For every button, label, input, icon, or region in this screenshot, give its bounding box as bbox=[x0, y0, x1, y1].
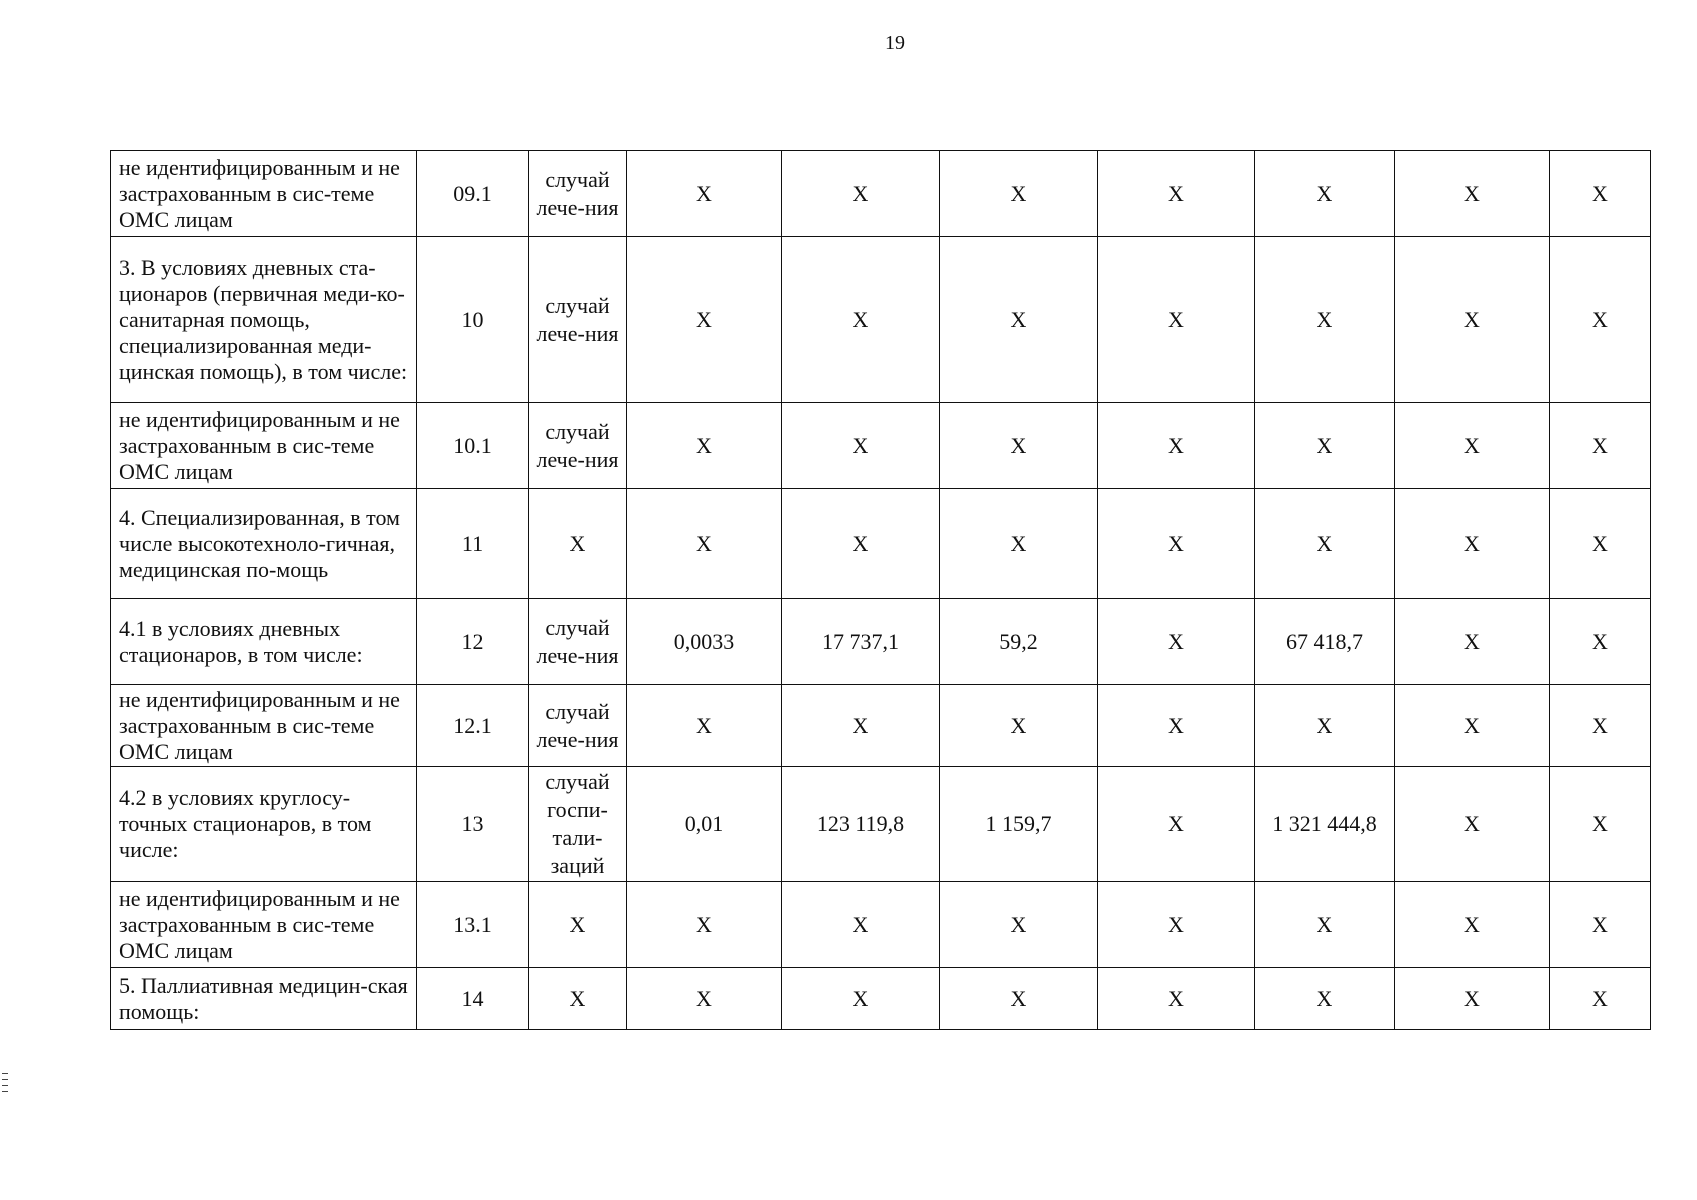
row-value-cell: Х bbox=[1255, 403, 1395, 489]
row-value-cell: Х bbox=[940, 685, 1098, 767]
row-value-cell: Х bbox=[1395, 237, 1550, 403]
row-value-cell: Х bbox=[627, 685, 782, 767]
row-value-cell: Х bbox=[1395, 968, 1550, 1030]
row-value-cell: Х bbox=[782, 489, 940, 599]
row-value-cell: Х bbox=[1550, 767, 1651, 882]
row-name-cell: не идентифицированным и не застрахованным в сис-теме ОМС лицам bbox=[111, 685, 417, 767]
row-code-cell: 12.1 bbox=[417, 685, 529, 767]
row-value-cell: Х bbox=[1098, 489, 1255, 599]
row-value-cell: Х bbox=[1395, 403, 1550, 489]
row-value-cell: Х bbox=[1395, 489, 1550, 599]
row-value-cell: Х bbox=[1098, 767, 1255, 882]
row-value-cell: Х bbox=[627, 403, 782, 489]
row-value-cell: Х bbox=[1098, 599, 1255, 685]
row-value-cell: Х bbox=[940, 882, 1098, 968]
table-row bbox=[111, 882, 1651, 968]
row-value-cell: Х bbox=[940, 489, 1098, 599]
row-unit-cell: случай лече-ния bbox=[529, 237, 627, 403]
row-value-cell: Х bbox=[1550, 151, 1651, 237]
table-row bbox=[111, 968, 1651, 1030]
row-value-cell: Х bbox=[1255, 882, 1395, 968]
row-value-cell: Х bbox=[1255, 968, 1395, 1030]
row-code-cell: 14 bbox=[417, 968, 529, 1030]
row-unit-cell: случай лече-ния bbox=[529, 403, 627, 489]
row-value-cell: Х bbox=[1255, 237, 1395, 403]
row-value-cell: Х bbox=[940, 403, 1098, 489]
row-value-cell: 123 119,8 bbox=[782, 767, 940, 882]
row-name-cell: не идентифицированным и не застрахованным в сис-теме ОМС лицам bbox=[111, 151, 417, 237]
row-name-cell: 4. Специализированная, в том числе высокотехноло-гичная, медицинская по-мощь bbox=[111, 489, 417, 599]
row-name-cell: 4.2 в условиях круглосу-точных стационаров, в том числе: bbox=[111, 767, 417, 882]
row-value-cell: Х bbox=[1395, 882, 1550, 968]
data-table bbox=[110, 150, 1651, 1030]
row-unit-cell: случай госпи-тали-заций bbox=[529, 767, 627, 882]
margin-tick bbox=[2, 1091, 8, 1092]
row-code-cell: 10 bbox=[417, 237, 529, 403]
row-code-cell: 11 bbox=[417, 489, 529, 599]
margin-tick bbox=[2, 1079, 8, 1080]
row-value-cell: Х bbox=[1098, 403, 1255, 489]
row-value-cell: Х bbox=[627, 968, 782, 1030]
row-value-cell: Х bbox=[1255, 489, 1395, 599]
row-code-cell: 13.1 bbox=[417, 882, 529, 968]
row-value-cell: Х bbox=[1395, 767, 1550, 882]
row-value-cell: Х bbox=[627, 237, 782, 403]
table-row bbox=[111, 237, 1651, 403]
row-value-cell: 59,2 bbox=[940, 599, 1098, 685]
row-value-cell: 0,01 bbox=[627, 767, 782, 882]
row-value-cell: Х bbox=[1550, 599, 1651, 685]
row-value-cell: Х bbox=[627, 151, 782, 237]
row-value-cell: Х bbox=[1395, 599, 1550, 685]
row-value-cell: Х bbox=[1098, 968, 1255, 1030]
row-value-cell: Х bbox=[940, 237, 1098, 403]
row-value-cell: Х bbox=[782, 685, 940, 767]
row-code-cell: 09.1 bbox=[417, 151, 529, 237]
row-value-cell: Х bbox=[1550, 489, 1651, 599]
row-value-cell: Х bbox=[1255, 151, 1395, 237]
row-unit-cell: случай лече-ния bbox=[529, 151, 627, 237]
row-code-cell: 13 bbox=[417, 767, 529, 882]
row-value-cell: Х bbox=[1098, 151, 1255, 237]
row-value-cell: Х bbox=[1098, 882, 1255, 968]
row-value-cell: Х bbox=[782, 882, 940, 968]
margin-tick bbox=[2, 1073, 8, 1074]
table-row bbox=[111, 151, 1651, 237]
row-value-cell: Х bbox=[782, 968, 940, 1030]
margin-tick bbox=[2, 1085, 8, 1086]
row-unit-cell: Х bbox=[529, 882, 627, 968]
row-code-cell: 12 bbox=[417, 599, 529, 685]
row-value-cell: Х bbox=[1550, 237, 1651, 403]
table-row bbox=[111, 767, 1651, 882]
row-unit-cell: Х bbox=[529, 489, 627, 599]
row-value-cell: Х bbox=[782, 237, 940, 403]
row-name-cell: не идентифицированным и не застрахованным в сис-теме ОМС лицам bbox=[111, 403, 417, 489]
row-value-cell: Х bbox=[940, 151, 1098, 237]
row-value-cell: 1 159,7 bbox=[940, 767, 1098, 882]
page-number: 19 bbox=[885, 32, 905, 54]
row-unit-cell: Х bbox=[529, 968, 627, 1030]
table-row bbox=[111, 599, 1651, 685]
row-value-cell: Х bbox=[627, 489, 782, 599]
table-row bbox=[111, 685, 1651, 767]
row-value-cell: Х bbox=[1550, 968, 1651, 1030]
row-value-cell: 0,0033 bbox=[627, 599, 782, 685]
row-value-cell: Х bbox=[1395, 685, 1550, 767]
row-name-cell: 3. В условиях дневных ста-ционаров (первичная меди-ко-санитарная помощь, специализированная меди-цинская помощь), в том числе: bbox=[111, 237, 417, 403]
row-value-cell: 17 737,1 bbox=[782, 599, 940, 685]
row-value-cell: Х bbox=[1098, 237, 1255, 403]
row-value-cell: Х bbox=[782, 151, 940, 237]
row-value-cell: 67 418,7 bbox=[1255, 599, 1395, 685]
row-unit-cell: случай лече-ния bbox=[529, 685, 627, 767]
row-name-cell: 4.1 в условиях дневных стационаров, в том числе: bbox=[111, 599, 417, 685]
row-name-cell: 5. Паллиативная медицин-ская помощь: bbox=[111, 968, 417, 1030]
row-value-cell: Х bbox=[1550, 882, 1651, 968]
row-value-cell: 1 321 444,8 bbox=[1255, 767, 1395, 882]
table-row bbox=[111, 403, 1651, 489]
row-value-cell: Х bbox=[940, 968, 1098, 1030]
row-unit-cell: случай лече-ния bbox=[529, 599, 627, 685]
row-name-cell: не идентифицированным и не застрахованным в сис-теме ОМС лицам bbox=[111, 882, 417, 968]
row-value-cell: Х bbox=[627, 882, 782, 968]
row-code-cell: 10.1 bbox=[417, 403, 529, 489]
row-value-cell: Х bbox=[782, 403, 940, 489]
row-value-cell: Х bbox=[1550, 685, 1651, 767]
table-body bbox=[111, 151, 1651, 1030]
row-value-cell: Х bbox=[1395, 151, 1550, 237]
row-value-cell: Х bbox=[1098, 685, 1255, 767]
row-value-cell: Х bbox=[1550, 403, 1651, 489]
row-value-cell: Х bbox=[1255, 685, 1395, 767]
table-row bbox=[111, 489, 1651, 599]
